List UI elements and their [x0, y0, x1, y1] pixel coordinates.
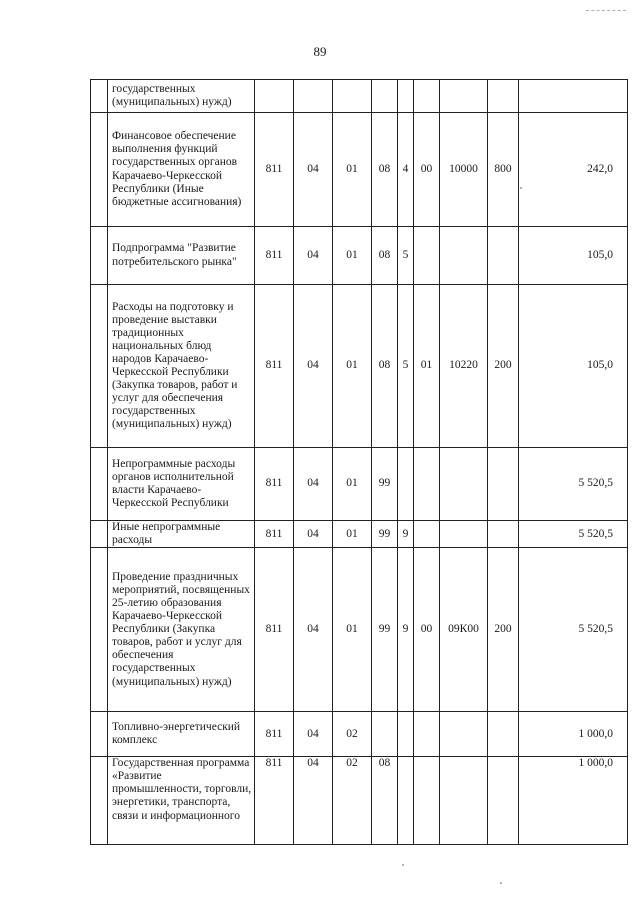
cell-expense-type	[488, 448, 519, 521]
cell-amount: 105,0	[519, 227, 628, 285]
cell-subsection: 02	[333, 757, 372, 845]
cell-subsection: 01	[333, 227, 372, 285]
cell-main-event: 00	[414, 113, 440, 227]
scan-speck	[520, 187, 522, 189]
cell-expense-type	[488, 757, 519, 845]
cell-expense-type: 200	[488, 285, 519, 448]
page-number: 89	[313, 44, 327, 59]
cell-expense-type	[488, 712, 519, 757]
cell-admin: 811	[255, 757, 294, 845]
cell-expense-type: 200	[488, 548, 519, 712]
cell-section: 04	[294, 227, 333, 285]
scan-corner-mark	[586, 10, 626, 11]
cell-direction	[440, 448, 488, 521]
cell-direction	[440, 712, 488, 757]
scan-speck	[500, 882, 502, 884]
cell-subprogram: 5	[398, 285, 414, 448]
cell-program	[372, 80, 398, 113]
table-row	[91, 113, 628, 227]
cell-subsection: 01	[333, 448, 372, 521]
cell-admin	[255, 80, 294, 113]
cell-marker	[91, 712, 108, 757]
cell-admin: 811	[255, 548, 294, 712]
cell-amount: 5 520,5	[519, 448, 628, 521]
cell-program: 08	[372, 285, 398, 448]
cell-section: 04	[294, 521, 333, 548]
cell-admin: 811	[255, 113, 294, 227]
table-row	[91, 227, 628, 285]
table-row	[91, 712, 628, 757]
table-row	[91, 548, 628, 712]
cell-subsection: 02	[333, 712, 372, 757]
cell-section: 04	[294, 757, 333, 845]
cell-section	[294, 80, 333, 113]
cell-subsection: 01	[333, 285, 372, 448]
cell-direction: 10220	[440, 285, 488, 448]
cell-name: Государственная программа «Развитие промышленности, торговли, энергетики, транспорта, связи и информационного	[108, 757, 255, 845]
cell-name: Финансовое обеспечение выполнения функций государственных органов Карачаево-Черкесской Республики (Иные бюджетные ассигнования)	[108, 113, 255, 227]
cell-subprogram: 9	[398, 548, 414, 712]
cell-admin: 811	[255, 227, 294, 285]
cell-main-event: 01	[414, 285, 440, 448]
cell-admin: 811	[255, 285, 294, 448]
cell-marker	[91, 285, 108, 448]
table-row	[91, 448, 628, 521]
cell-subprogram: 9	[398, 521, 414, 548]
cell-subprogram: 5	[398, 227, 414, 285]
cell-marker	[91, 548, 108, 712]
cell-section: 04	[294, 285, 333, 448]
cell-name: Иные непрограммные расходы	[108, 521, 255, 548]
cell-program	[372, 712, 398, 757]
cell-name: государственных (муниципальных) нужд)	[108, 80, 255, 113]
cell-direction	[440, 80, 488, 113]
cell-expense-type	[488, 80, 519, 113]
cell-section: 04	[294, 548, 333, 712]
cell-program: 99	[372, 521, 398, 548]
cell-marker	[91, 227, 108, 285]
cell-direction	[440, 521, 488, 548]
cell-program: 99	[372, 448, 398, 521]
cell-direction: 10000	[440, 113, 488, 227]
cell-program: 08	[372, 113, 398, 227]
cell-admin: 811	[255, 448, 294, 521]
table-row	[91, 80, 628, 113]
cell-subprogram	[398, 712, 414, 757]
cell-subprogram	[398, 448, 414, 521]
cell-program: 99	[372, 548, 398, 712]
cell-direction: 09К00	[440, 548, 488, 712]
cell-marker	[91, 80, 108, 113]
cell-main-event: 00	[414, 548, 440, 712]
cell-name: Подпрограмма "Развитие потребительского рынка"	[108, 227, 255, 285]
cell-marker	[91, 113, 108, 227]
cell-admin: 811	[255, 712, 294, 757]
table-row	[91, 757, 628, 845]
cell-program: 08	[372, 757, 398, 845]
cell-subsection: 01	[333, 521, 372, 548]
cell-admin: 811	[255, 521, 294, 548]
cell-amount: 5 520,5	[519, 521, 628, 548]
cell-name: Топливно-энергетический комплекс	[108, 712, 255, 757]
cell-subprogram: 4	[398, 113, 414, 227]
cell-section: 04	[294, 712, 333, 757]
cell-name: Проведение праздничных мероприятий, посвященных 25-летию образования Карачаево-Черкесской Республики (Закупка товаров, работ и услуг для обеспечения государственных (муниципальных) нужд)	[108, 548, 255, 712]
cell-subprogram	[398, 80, 414, 113]
cell-expense-type	[488, 521, 519, 548]
cell-marker	[91, 521, 108, 548]
cell-amount: 1 000,0	[519, 757, 628, 845]
cell-main-event	[414, 757, 440, 845]
budget-table-body	[91, 80, 628, 845]
cell-main-event	[414, 712, 440, 757]
cell-main-event	[414, 521, 440, 548]
cell-direction	[440, 757, 488, 845]
cell-subsection: 01	[333, 548, 372, 712]
table-row	[91, 285, 628, 448]
cell-program: 08	[372, 227, 398, 285]
cell-amount	[519, 80, 628, 113]
scan-speck	[402, 864, 404, 866]
cell-marker	[91, 757, 108, 845]
budget-table	[90, 79, 628, 845]
cell-main-event	[414, 80, 440, 113]
cell-subprogram	[398, 757, 414, 845]
cell-amount: 105,0	[519, 285, 628, 448]
cell-subsection	[333, 80, 372, 113]
cell-amount: 5 520,5	[519, 548, 628, 712]
cell-direction	[440, 227, 488, 285]
cell-amount: 242,0	[519, 113, 628, 227]
cell-section: 04	[294, 113, 333, 227]
cell-subsection: 01	[333, 113, 372, 227]
cell-expense-type: 800	[488, 113, 519, 227]
cell-name: Непрограммные расходы органов исполнительной власти Карачаево-Черкесской Республики	[108, 448, 255, 521]
cell-marker	[91, 448, 108, 521]
cell-expense-type	[488, 227, 519, 285]
cell-main-event	[414, 448, 440, 521]
cell-section: 04	[294, 448, 333, 521]
table-row	[91, 521, 628, 548]
cell-amount: 1 000,0	[519, 712, 628, 757]
cell-name: Расходы на подготовку и проведение выставки традиционных национальных блюд народов Карачаево-Черкесской Республики (Закупка товаров, работ и услуг для обеспечения государственных (муниципальных) нужд)	[108, 285, 255, 448]
cell-main-event	[414, 227, 440, 285]
